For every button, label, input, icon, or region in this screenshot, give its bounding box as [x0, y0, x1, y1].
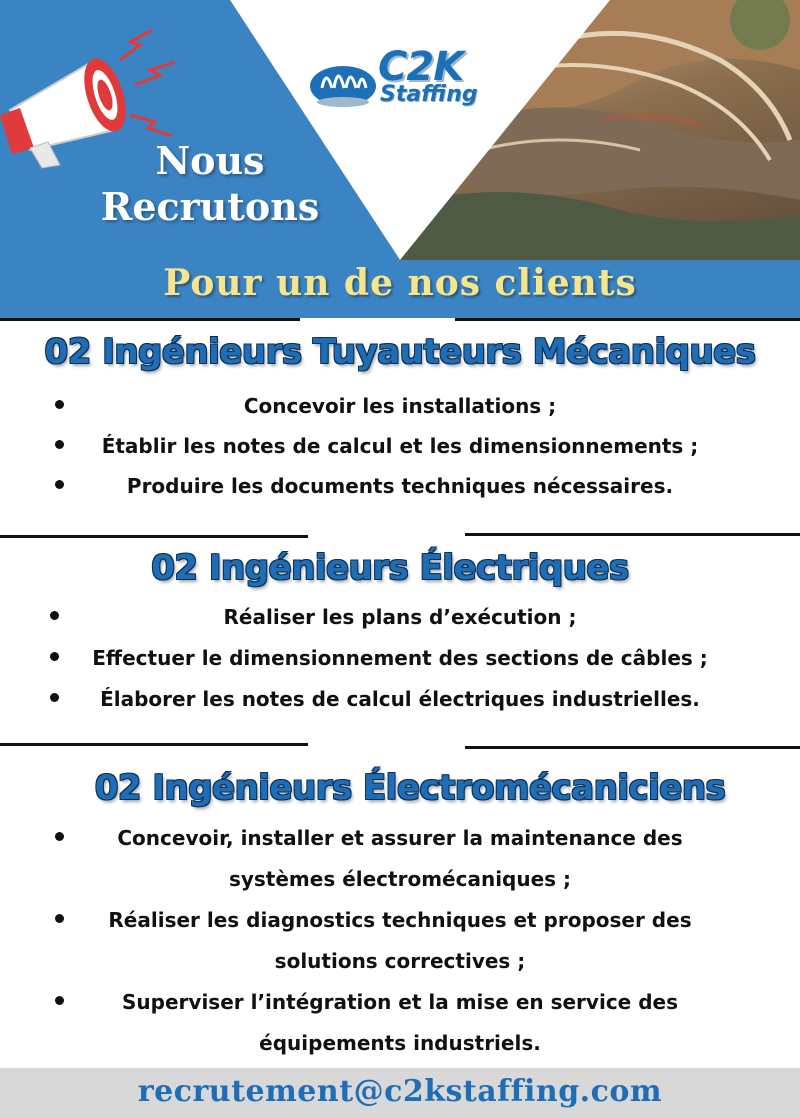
bullet-icon — [55, 400, 64, 409]
contact-email-link[interactable]: recrutement@c2kstaffing.com — [137, 1074, 663, 1109]
bullet-icon — [55, 832, 64, 841]
bullet-text-line-2: solutions correctives ; — [274, 949, 526, 973]
divider — [0, 743, 308, 746]
bullet-icon — [55, 996, 64, 1005]
bullet-list — [0, 818, 800, 1064]
divider — [455, 318, 800, 321]
bullet-text-line-1: Superviser l’intégration et la mise en service des — [122, 990, 678, 1014]
headline-line-2: Recrutons — [100, 184, 320, 229]
bullet-icon — [50, 652, 59, 661]
footer-bar — [0, 1068, 800, 1118]
bullet-text: Réaliser les plans d’exécution ; — [223, 605, 577, 629]
bullet-text: Élaborer les notes de calcul électriques industrielles. — [100, 687, 700, 711]
bullet-text — [117, 818, 682, 900]
bullet-list — [0, 599, 800, 722]
section-title: 02 Ingénieurs Tuyauteurs Mécaniques — [44, 332, 756, 372]
bullet-item — [0, 681, 800, 722]
bullet-text-line-1: Réaliser les diagnostics techniques et proposer des — [108, 908, 692, 932]
divider — [465, 533, 800, 536]
bullet-item — [0, 468, 800, 508]
bullet-text — [122, 982, 678, 1064]
logo-name: C2K — [378, 44, 464, 90]
bullet-icon — [50, 611, 59, 620]
bullet-text-line-1: Concevoir, installer et assurer la maintenance des — [117, 826, 683, 850]
subtitle: Pour un de nos clients — [163, 262, 637, 304]
bullet-text-line-2: équipements industriels. — [259, 1031, 541, 1055]
logo-mark-icon — [308, 58, 378, 108]
bullet-text-line-2: systèmes électromécaniques ; — [228, 867, 572, 891]
bullet-text: Concevoir les installations ; — [243, 394, 557, 418]
bullet-text: Effectuer le dimensionnement des sections de câbles ; — [92, 646, 708, 670]
bullet-item — [0, 388, 800, 428]
poster-header — [0, 0, 800, 318]
bullet-text: Établir les notes de calcul et les dimensionnements ; — [101, 434, 699, 458]
divider — [0, 535, 308, 538]
section-title: 02 Ingénieurs Électriques — [151, 548, 629, 588]
bullet-item — [0, 900, 800, 982]
bullet-item — [0, 982, 800, 1064]
bullet-text: Produire les documents techniques nécessaires. — [126, 474, 674, 498]
bullet-list — [0, 388, 800, 508]
bullet-item — [0, 818, 800, 900]
bullet-icon — [55, 914, 64, 923]
bullet-text — [108, 900, 691, 982]
logo-tagline: Staffing — [380, 82, 478, 107]
bullet-icon — [55, 480, 64, 489]
divider — [465, 746, 800, 749]
bullet-item — [0, 640, 800, 681]
headline — [70, 138, 350, 230]
headline-line-1: Nous — [155, 138, 265, 183]
c2k-logo — [308, 44, 503, 120]
bullet-item — [0, 599, 800, 640]
divider — [0, 318, 300, 321]
bullet-icon — [50, 693, 59, 702]
subtitle-band — [0, 260, 800, 318]
bullet-item — [0, 428, 800, 468]
section-title: 02 Ingénieurs Électromécaniciens — [94, 768, 726, 808]
bullet-icon — [55, 440, 64, 449]
